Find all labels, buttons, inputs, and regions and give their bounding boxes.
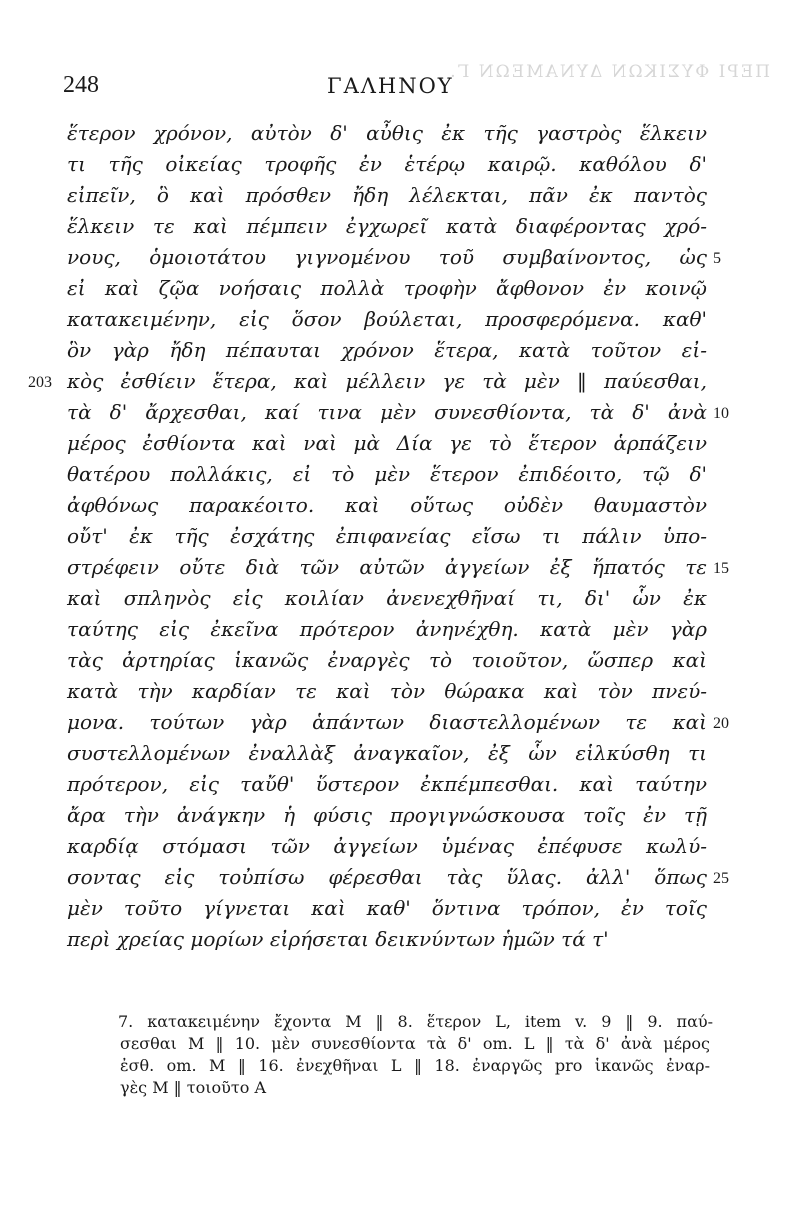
text-line: θατέρου πολλάκις, εἰ τὸ μὲν ἕτερον ἐπιδέοιτο, τῷ δ' xyxy=(67,462,707,486)
page-header xyxy=(0,72,800,112)
footnote-line: σεσθαι M ‖ 10. μὲν συνεσθίοντα τὰ δ' om. L ‖ τὰ δ' ἀνὰ μέρος xyxy=(120,1034,710,1053)
line-number: 5 xyxy=(713,250,721,267)
text-line: ὃν γὰρ ἤδη πέπαυται χρόνον ἕτερα, κατὰ τοῦτον εἰ- xyxy=(67,338,707,362)
text-line: τὰς ἀρτηρίας ἱκανῶς ἐναργὲς τὸ τοιοῦτον, ὥσπερ καὶ xyxy=(67,648,707,672)
text-line: καὶ σπληνὸς εἰς κοιλίαν ἀνενεχθῆναί τι, δι' ὧν ἐκ xyxy=(67,586,707,610)
text-line: μονα. τούτων γὰρ ἁπάντων διαστελλομένων τε καὶ xyxy=(67,710,707,734)
text-line: νους, ὁμοιοτάτου γιγνομένου τοῦ συμβαίνοντος, ὡς xyxy=(67,245,707,269)
line-number: 15 xyxy=(713,560,729,577)
text-line: ἕλκειν τε καὶ πέμπειν ἐγχωρεῖ κατὰ διαφέροντας χρό- xyxy=(67,214,707,238)
text-line: οὔτ' ἐκ τῆς ἐσχάτης ἐπιφανείας εἴσω τι πάλιν ὑπο- xyxy=(67,524,707,548)
text-line: περὶ χρείας μορίων εἰρήσεται δεικνύντων ἡμῶν τά τ' xyxy=(67,927,609,951)
text-line: τι τῆς οἰκείας τροφῆς ἐν ἑτέρῳ καιρῷ. καθόλου δ' xyxy=(67,152,707,176)
text-line: μέρος ἐσθίοντα καὶ ναὶ μὰ Δία γε τὸ ἕτερον ἁρπάζειν xyxy=(67,431,707,455)
text-line: ταύτης εἰς ἐκεῖνα πρότερον ἀνηνέχθη. κατὰ μὲν γὰρ xyxy=(67,617,707,641)
text-line: σοντας εἰς τοὐπίσω φέρεσθαι τὰς ὕλας. ἀλλ' ὅπως xyxy=(67,865,707,889)
text-line: εἰπεῖν, ὃ καὶ πρόσθεν ἤδη λέλεκται, πᾶν ἐκ παντὸς xyxy=(67,183,707,207)
text-line: ἕτερον χρόνον, αὐτὸν δ' αὖθις ἐκ τῆς γαστρὸς ἕλκειν xyxy=(67,121,707,145)
text-line: ἀφθόνως παρακέοιτο. καὶ οὕτως οὐδὲν θαυμαστὸν xyxy=(67,493,707,517)
footnote-line: γὲς M ‖ τοιοῦτο A xyxy=(120,1078,266,1097)
bleed-through-text: ΠΕΡΙ ΦΥΣΙΚΩΝ ΔΥΝΑΜΕΩΝ Γ. xyxy=(448,62,770,82)
line-number: 10 xyxy=(713,405,729,422)
line-number: 20 xyxy=(713,715,729,732)
footnote-line: 7. κατακειμένην ἔχοντα M ‖ 8. ἕτερον L, item v. 9 ‖ 9. παύ- xyxy=(118,1012,713,1031)
text-line: κατακειμένην, εἰς ὅσον βούλεται, προσφερόμενα. καθ' xyxy=(67,307,707,331)
text-line: συστελλομένων ἐναλλὰξ ἀναγκαῖον, ἐξ ὧν εἱλκύσθη τι xyxy=(67,741,707,765)
text-line: πρότερον, εἰς ταὔθ' ὕστερον ἐκπέμπεσθαι. καὶ ταύτην xyxy=(67,772,707,796)
line-number: 25 xyxy=(713,870,729,887)
text-line: κὸς ἐσθίειν ἕτερα, καὶ μέλλειν γε τὰ μὲν ‖ παύεσθαι, xyxy=(67,369,707,393)
text-line: εἰ καὶ ζῷα νοήσαις πολλὰ τροφὴν ἄφθονον ἐν κοινῷ xyxy=(67,276,707,300)
text-line: καρδίᾳ στόμασι τῶν ἀγγείων ὑμένας ἐπέφυσε κωλύ- xyxy=(67,834,707,858)
margin-page-reference: 203 xyxy=(28,374,52,391)
text-line: κατὰ τὴν καρδίαν τε καὶ τὸν θώρακα καὶ τὸν πνεύ- xyxy=(67,679,707,703)
text-line: στρέφειν οὔτε διὰ τῶν αὐτῶν ἀγγείων ἐξ ἥπατός τε xyxy=(67,555,707,579)
text-line: τὰ δ' ἄρχεσθαι, καί τινα μὲν συνεσθίοντα, τὰ δ' ἀνὰ xyxy=(67,400,707,424)
footnote-line: ἐσθ. om. M ‖ 16. ἐνεχθῆναι L ‖ 18. ἐναργῶς pro ἱκανῶς ἐναρ- xyxy=(120,1056,710,1075)
page-number: 248 xyxy=(63,72,99,98)
running-title: ΓΑΛΗΝΟΥ xyxy=(327,74,454,98)
text-line: ἄρα τὴν ἀνάγκην ἡ φύσις προγιγνώσκουσα τοῖς ἐν τῇ xyxy=(67,803,707,827)
text-line: μὲν τοῦτο γίγνεται καὶ καθ' ὅντινα τρόπον, ἐν τοῖς xyxy=(67,896,707,920)
